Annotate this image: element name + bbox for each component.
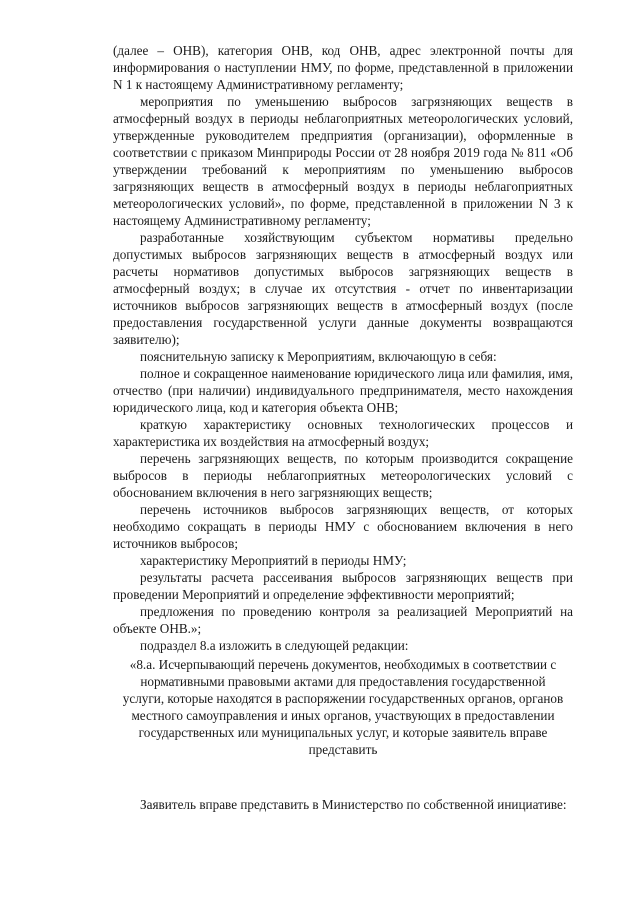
paragraph-applicant-info: (далее – ОНВ), категория ОНВ, код ОНВ, адрес электронной почты для информирования о наступлении НМУ, по форме, представленной в приложении N 1 к настоящему Административному регламенту; bbox=[113, 43, 573, 92]
paragraph-emission-sources: перечень источников выбросов загрязняющих веществ, от которых необходимо сокращать в периоды НМУ с обоснованием включения в него источников выбросов; bbox=[113, 502, 573, 551]
paragraph-measures-characteristics: характеристику Мероприятий в периоды НМУ; bbox=[140, 553, 407, 568]
paragraph-emission-standards: разработанные хозяйствующим субъектом нормативы предельно допустимых выбросов загрязняющих веществ в атмосферный воздух или расчеты нормативов допустимых выбросов загрязняющих веществ в атмосферный воздух; в случае их отсутствия - отчет по инвентаризации источников выбросов загрязняющих веществ в атмосферный воздух (после предоставления государственной услуги данные документы возвращаются заявителю); bbox=[113, 230, 573, 347]
paragraph-dispersion-results: результаты расчета рассеивания выбросов загрязняющих веществ при проведении Мероприятий и определение эффективности мероприятий; bbox=[113, 570, 573, 602]
paragraph-measures: мероприятия по уменьшению выбросов загрязняющих веществ в атмосферный воздух в периоды неблагоприятных метеорологических условий, утвержденные руководителем предприятия (организации), оформленные в соответствии с приказом Минприроды России от 28 ноября 2019 года № 811 «Об утверждении требований к мероприятиям по уменьшению выбросов загрязняющих веществ в атмосферный воздух в периоды неблагоприятных метеорологических условий», по форме, представленной в приложении N 3 к настоящему Административному регламенту; bbox=[113, 94, 573, 228]
paragraph-applicant-initiative: Заявитель вправе представить в Министерство по собственной инициативе: bbox=[140, 797, 567, 812]
paragraph-legal-entity-name: полное и сокращенное наименование юридического лица или фамилия, имя, отчество (при наличии) индивидуального предпринимателя, место нахождения юридического лица, код и категория объекта ОНВ; bbox=[113, 366, 573, 415]
quoted-subsection-8a: «8.а. Исчерпывающий перечень документов, необходимых в соответствии с нормативными правовыми актами для предоставления государственной услуги, которые находятся в распоряжении государственных органов, органов местного самоуправления и иных органов, участвующих в предоставлении государственных или муниципальных услуг, и которые заявитель вправе представить bbox=[122, 657, 564, 757]
paragraph-control-proposals: предложения по проведению контроля за реализацией Мероприятий на объекте ОНВ.»; bbox=[113, 604, 573, 636]
paragraph-subsection-intro: подраздел 8.а изложить в следующей редакции: bbox=[140, 638, 409, 653]
document-body bbox=[113, 42, 573, 813]
paragraph-explanatory-note: пояснительную записку к Мероприятиям, включающую в себя: bbox=[140, 349, 497, 364]
paragraph-pollutant-list: перечень загрязняющих веществ, по которым производится сокращение выбросов в периоды неблагоприятных метеорологических условий с обоснованием включения в него загрязняющих веществ; bbox=[113, 451, 573, 500]
paragraph-process-description: краткую характеристику основных технологических процессов и характеристика их воздействия на атмосферный воздух; bbox=[113, 417, 573, 449]
